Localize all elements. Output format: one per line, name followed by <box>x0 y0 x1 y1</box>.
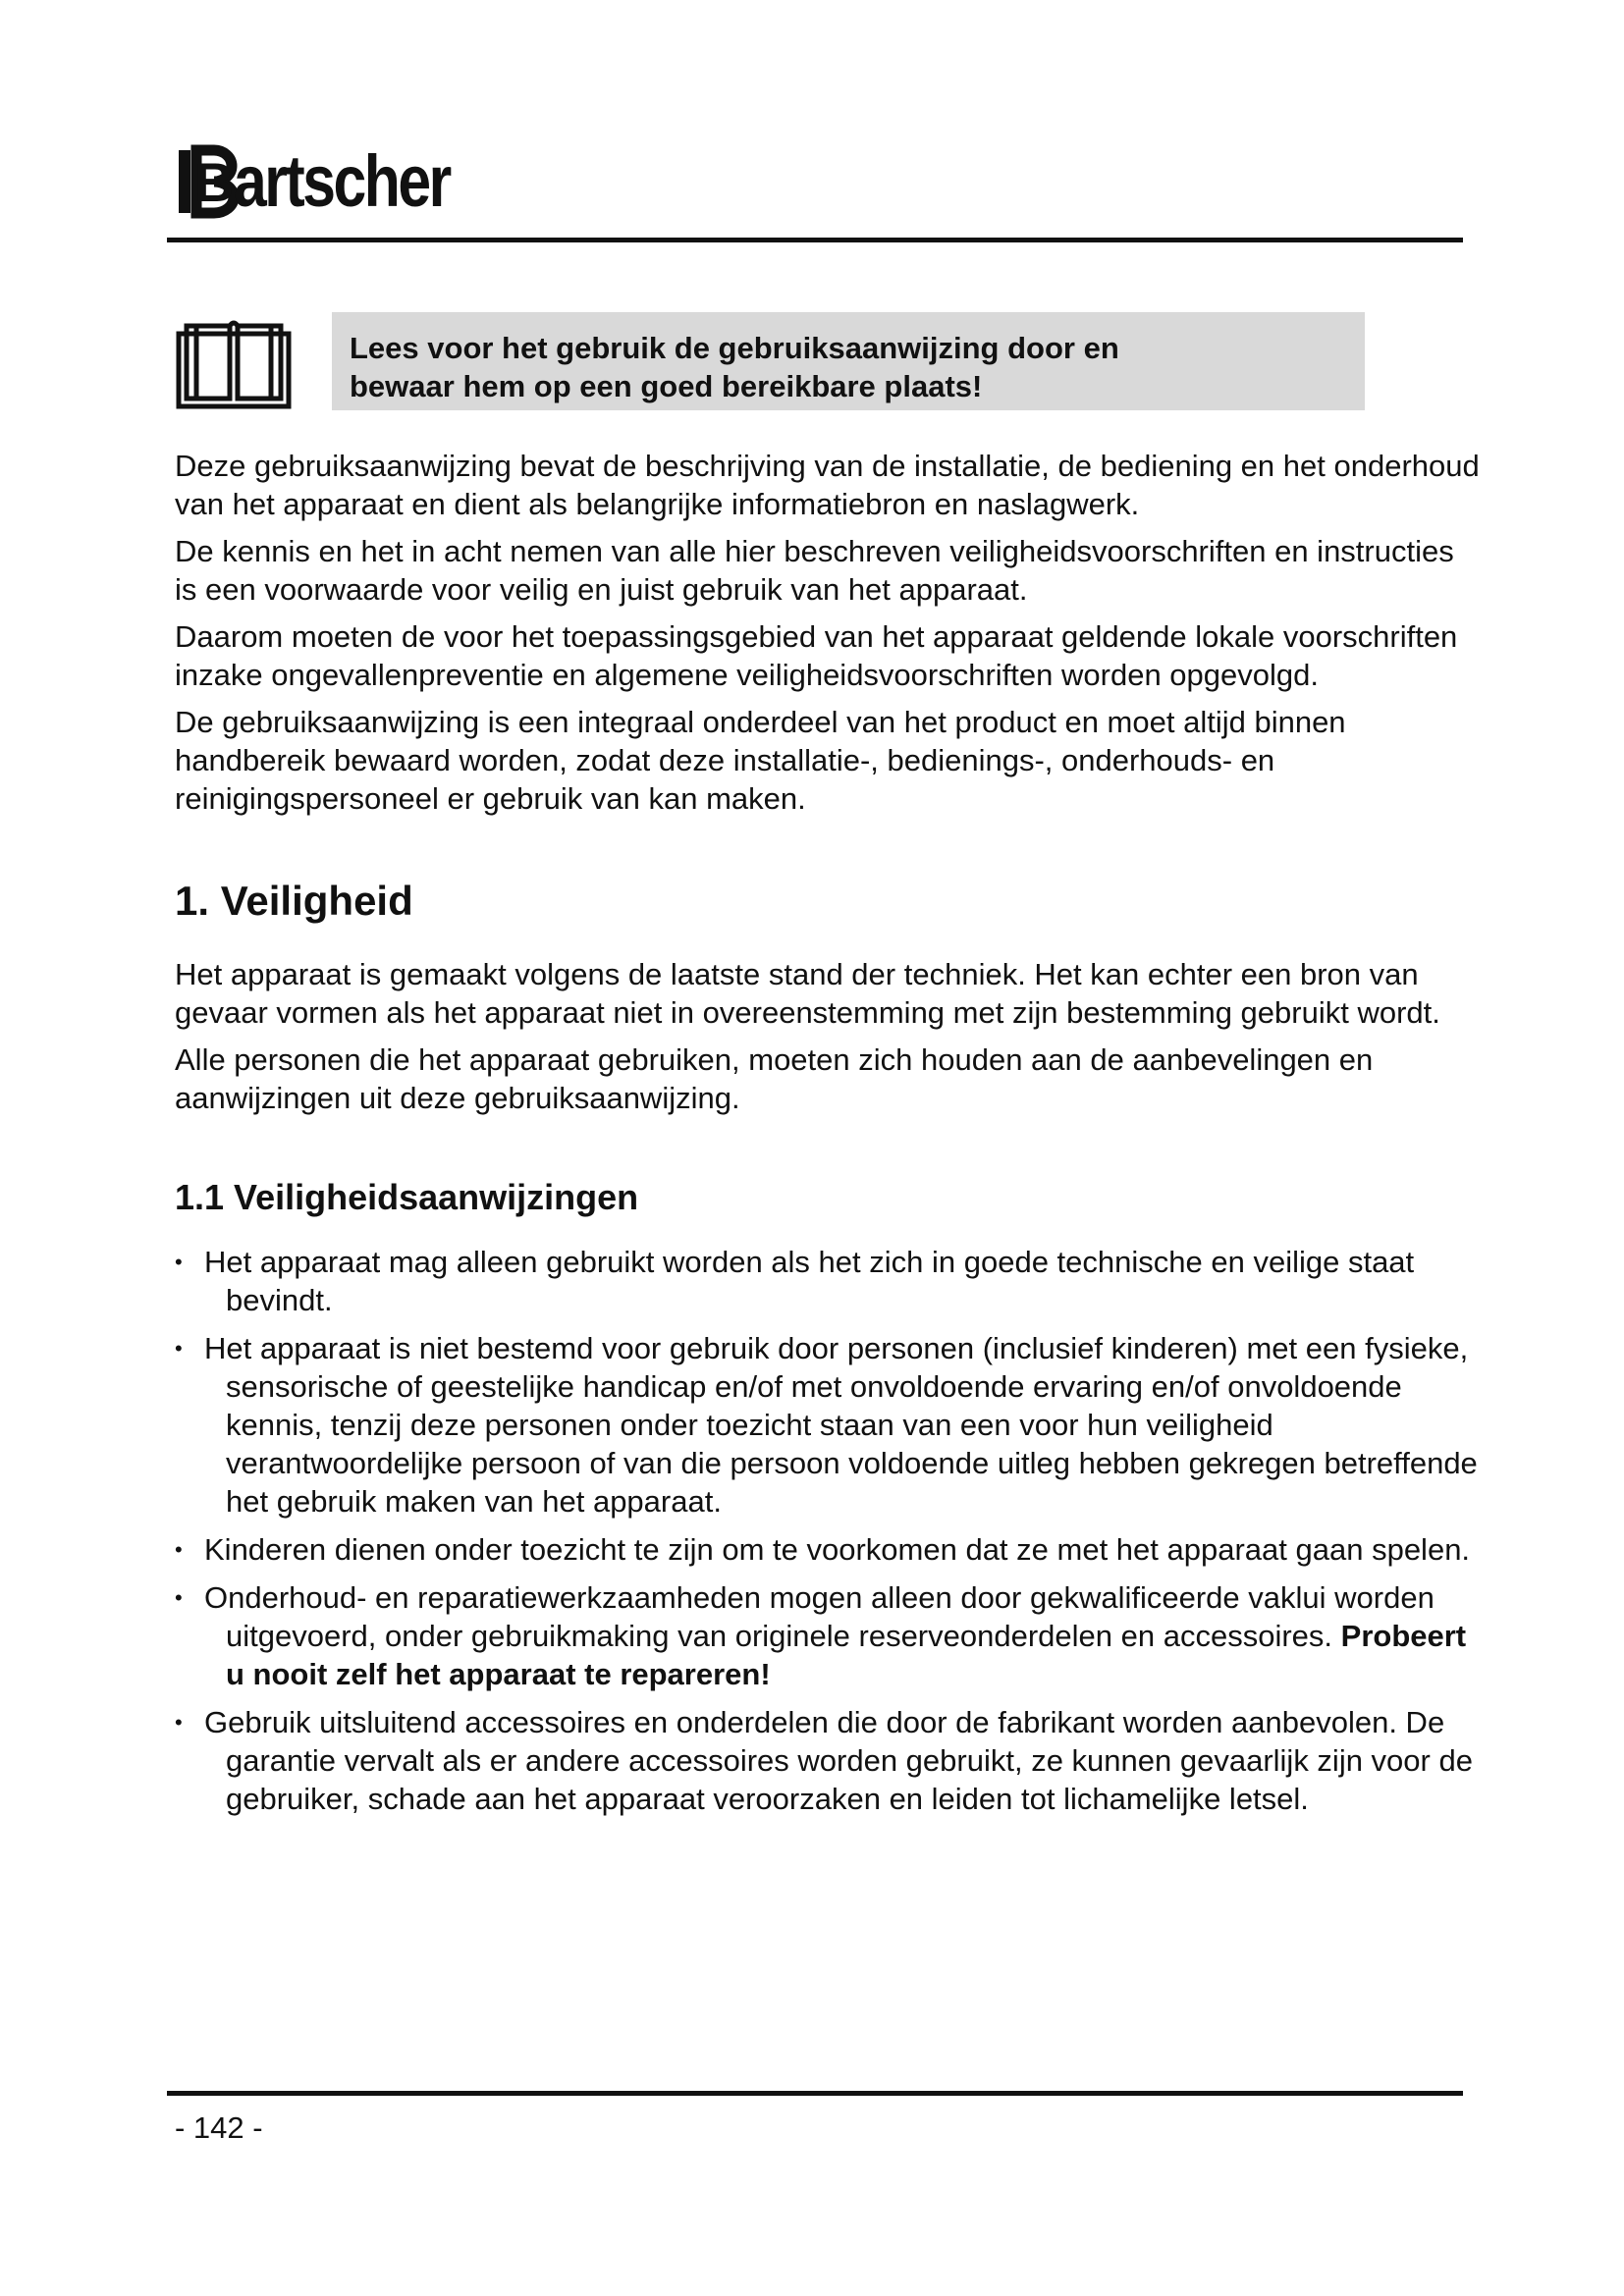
page-number: - 142 - <box>175 2110 263 2145</box>
list-item: • Onderhoud- en reparatiewerkzaamheden mogen alleen door gekwalificeerde vaklui worden uitgevoerd, onder gebruikmaking van originele reserveonderdelen en accessoires. Probeert u nooit zelf het apparaat te repareren! <box>175 1580 1467 1691</box>
intro-paragraph: De gebruiksaanwijzing is een integraal onderdeel van het product en moet altijd binnen handbereik bewaard worden, zodat deze installatie-, bedienings-, onderhouds- en reinigingspersoneel er gebruik van kan maken. <box>175 705 1346 816</box>
list-item: • Gebruik uitsluitend accessoires en onderdelen die door de fabrikant worden aanbevolen. De garantie vervalt als er andere accessoires worden gebruikt, ze kunnen gevaarlijk zijn voor de gebruiker, schade aan het apparaat veroorzaken en leiden tot lichamelijke letsel. <box>175 1705 1473 1816</box>
section-heading-safety: 1. Veiligheid <box>175 878 413 924</box>
book-icon <box>175 312 293 415</box>
notice-line-1: Lees voor het gebruik de gebruiksaanwijzing door en <box>350 331 1119 365</box>
safety-instructions-list <box>175 1243 1481 1818</box>
brand-initial: B <box>194 151 235 213</box>
read-instructions-notice <box>332 312 1365 410</box>
bullet-icon: • <box>175 1585 183 1610</box>
brand-name: artscher <box>234 140 450 222</box>
list-item: • Het apparaat is niet bestemd voor gebruik door personen (inclusief kinderen) met een fysieke, sensorische of geestelijke handicap en/of met onvoldoende ervaring en/of onvoldoende kennis, tenzij deze personen onder toezicht staan van een voor hun veiligheid verantwoordelijke persoon of van die persoon voldoende uitleg hebben gekregen betreffende het gebruik maken van het apparaat. <box>175 1331 1478 1519</box>
list-item: • Het apparaat mag alleen gebruikt worden als het zich in goede technische en veilige staat bevindt. <box>175 1245 1415 1317</box>
intro-paragraph: De kennis en het in acht nemen van alle hier beschreven veiligheidsvoorschriften en instructies is een voorwaarde voor veilig en juist gebruik van het apparaat. <box>175 534 1454 607</box>
brand-logo <box>177 128 497 236</box>
bullet-icon: • <box>175 1710 183 1735</box>
list-item: • Kinderen dienen onder toezicht te zijn om te voorkomen dat ze met het apparaat gaan spelen. <box>175 1532 1471 1567</box>
safety-paragraph: Het apparaat is gemaakt volgens de laatste stand der techniek. Het kan echter een bron van gevaar vormen als het apparaat niet in overeenstemming met zijn bestemming gebruikt wordt. <box>175 957 1440 1030</box>
brand-logo-mark <box>177 142 240 221</box>
repair-warning: Probeert u nooit zelf het apparaat te repareren! <box>226 1619 1467 1691</box>
bullet-icon: • <box>175 1336 183 1361</box>
intro-paragraph: Deze gebruiksaanwijzing bevat de beschrijving van de installatie, de bediening en het onderhoud van het apparaat en dient als belangrijke informatiebron en naslagwerk. <box>175 449 1480 521</box>
notice-line-2: bewaar hem op een goed bereikbare plaats! <box>350 369 983 403</box>
intro-paragraph: Daarom moeten de voor het toepassingsgebied van het apparaat geldende lokale voorschriften inzake ongevallenpreventie en algemene veiligheidsvoorschriften worden opgevolgd. <box>175 619 1458 692</box>
bullet-icon: • <box>175 1250 183 1274</box>
section-heading-safety-instructions: 1.1 Veiligheidsaanwijzingen <box>175 1177 639 1217</box>
main-content <box>175 447 1481 1828</box>
safety-paragraph: Alle personen die het apparaat gebruiken, moeten zich houden aan de aanbevelingen en aanwijzingen uit deze gebruiksaanwijzing. <box>175 1042 1374 1115</box>
header-divider <box>167 238 1463 242</box>
footer-divider <box>167 2091 1463 2096</box>
bullet-icon: • <box>175 1537 183 1562</box>
